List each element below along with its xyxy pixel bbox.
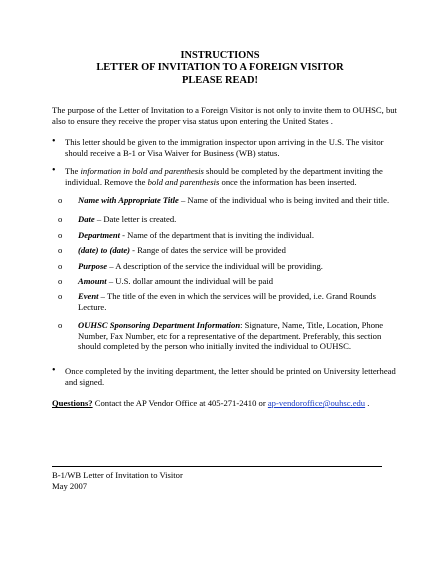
circle-bullet-icon: o xyxy=(58,276,63,286)
bullet-icon: • xyxy=(52,365,56,376)
field-desc: - Range of dates the service will be provided xyxy=(130,245,286,255)
field-desc: – Name of the individual who is being invited and their title. xyxy=(178,195,390,205)
field-term: (date) to (date) xyxy=(78,245,131,255)
italic-phrase: information in bold and parenthesis xyxy=(80,166,204,176)
field-term: OUHSC Sponsoring Department Information xyxy=(78,320,241,330)
bullet-text: The information in bold and parenthesis should be completed by the department inviting the individual. Remove the bold and parenthesis once the information has been inserted. xyxy=(65,166,383,187)
questions-label: Questions? xyxy=(52,398,93,408)
circle-bullet-icon: o xyxy=(58,230,63,240)
circle-bullet-icon: o xyxy=(58,214,63,224)
italic-phrase: bold and parenthesis xyxy=(147,176,220,187)
field-term: Event xyxy=(78,291,99,301)
bullet-text: Once completed by the inviting department, the letter should be printed on University letterhead and signed. xyxy=(65,366,396,387)
circle-bullet-icon: o xyxy=(58,261,63,271)
circle-bullet-icon: o xyxy=(58,245,63,255)
field-term: Department xyxy=(78,230,121,240)
questions-text: Contact the AP Vendor Office at 405-271-2410 or xyxy=(92,398,268,408)
email-link[interactable]: ap-vendoroffice@ouhsc.edu xyxy=(267,398,366,408)
bullet-icon: • xyxy=(52,165,56,176)
field-desc: – U.S. dollar amount the individual will be paid xyxy=(106,276,274,286)
title-block xyxy=(0,50,440,87)
circle-bullet-icon: o xyxy=(58,320,63,330)
field-desc: – The title of the even in which the services will be provided, i.e. Grand Rounds Lecture. xyxy=(78,291,376,312)
bullet-text: This letter should be given to the immigration inspector upon arriving in the U.S. The visitor should receive a B-1 or Visa Waiver for Business (WB) status. xyxy=(65,137,384,158)
bullet-icon: • xyxy=(52,136,56,147)
footer-divider xyxy=(52,466,382,467)
title-letter: LETTER OF INVITATION TO A FOREIGN VISITOR xyxy=(96,62,344,74)
intro-paragraph: The purpose of the Letter of Invitation to a Foreign Visitor is not only to invite them to OUHSC, but also to ensure they receive the proper visa status upon entering the United States . xyxy=(52,105,397,126)
footer-date: May 2007 xyxy=(52,480,88,491)
circle-bullet-icon: o xyxy=(58,195,63,205)
footer-title: B-1/WB Letter of Invitation to Visitor xyxy=(52,470,183,480)
title-instructions: INSTRUCTIONS xyxy=(180,50,260,61)
field-term: Amount xyxy=(78,276,107,286)
field-desc: : Signature, Name, Title, Location, Phone Number, Fax Number, etc for a representative of the department. Preferably, this section should completed by the person who initially invited the individual to OUHSC. xyxy=(78,320,384,352)
field-desc: - Name of the department that is inviting the individual. xyxy=(120,230,315,240)
field-term: Purpose xyxy=(78,261,108,271)
field-desc: – A description of the service the individual will be providing. xyxy=(107,261,323,271)
field-term: Date xyxy=(78,214,95,224)
circle-bullet-icon: o xyxy=(58,291,63,301)
title-please-read: PLEASE READ! xyxy=(182,74,258,86)
field-term: Name with Appropriate Title xyxy=(78,195,179,205)
footer xyxy=(52,470,382,491)
field-desc: – Date letter is created. xyxy=(94,214,177,224)
questions-line: Questions? Contact the AP Vendor Office at 405-271-2410 or ap-vendoroffice@ouhsc.edu . xyxy=(52,398,370,408)
